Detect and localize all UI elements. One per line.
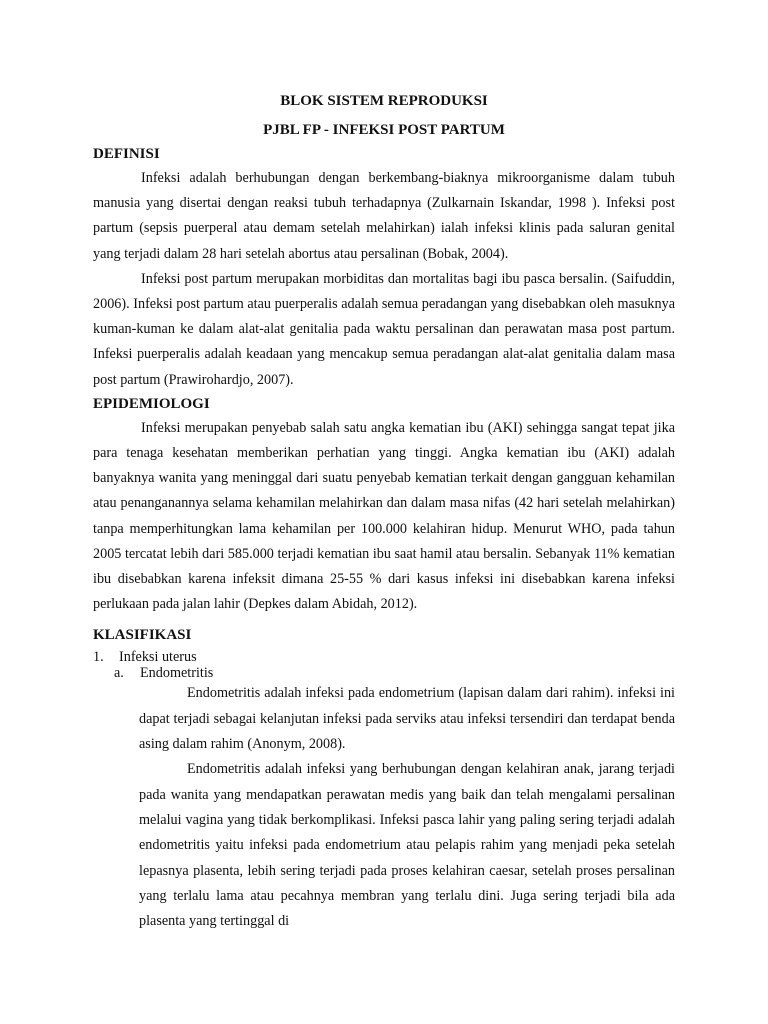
- document-page: [93, 86, 675, 934]
- endometritis-paragraph-1: Endometritis adalah infeksi pada endometrium (lapisan dalam dari rahim). infeksi ini dapat terjadi sebagai kelanjutan infeksi pada serviks atau infeksi tersendiri dan terdapat benda asing dalam rahim (Anonym, 2008).: [139, 685, 675, 753]
- list-label: Endometritis: [140, 665, 214, 682]
- definisi-paragraph-1: Infeksi adalah berhubungan dengan berkembang-biaknya mikroorganisme dalam tubuh manusia yang disertai dengan reaksi tubuh terhadapnya (Zulkarnain Iskandar, 1998 ). Infeksi post partum (sepsis puerperal atau demam setelah melahirkan) ialah infeksi klinis pada saluran genital yang terjadi dalam 28 hari setelah abortus atau persalinan (Bobak, 2004).: [93, 170, 675, 262]
- definisi-paragraph-2: Infeksi post partum merupakan morbiditas dan mortalitas bagi ibu pasca bersalin. (Saifuddin, 2006). Infeksi post partum atau puerperalis adalah semua peradangan yang disebabkan oleh masuknya kuman-kuman ke dalam alat-alat genitalia pada waktu persalinan dan perawatan masa post partum. Infeksi puerperalis adalah keadaan yang mencakup semua peradangan alat-alat genitalia dalam masa post partum (Prawirohardjo, 2007).: [93, 270, 675, 388]
- list-letter: a.: [114, 665, 124, 682]
- section-heading-epidemiologi: EPIDEMIOLOGI: [93, 395, 210, 412]
- list-item-endometritis: [93, 665, 675, 681]
- list-label: Infeksi uterus: [119, 649, 197, 666]
- endometritis-paragraph-2: Endometritis adalah infeksi yang berhubungan dengan kelahiran anak, jarang terjadi pada wanita yang mendapatkan perawatan medis yang baik dan telah mengalami persalinan melalui vagina yang tidak berkomplikasi. Infeksi pasca lahir yang paling sering terjadi adalah endometritis yaitu infeksi pada endometrium atau pelapis rahim yang menjadi peka setelah lepasnya plasenta, lebih sering terjadi pada proses kelahiran caesar, setelah proses persalinan yang terlalu lama atau pecahnya membran yang terlalu dini. Juga sering terjadi bila ada plasenta yang tertinggal di: [139, 761, 675, 930]
- epidemiologi-paragraph-1: Infeksi merupakan penyebab salah satu angka kematian ibu (AKI) sehingga sangat tepat jika para tenaga kesehatan memberikan perhatian yang tinggi. Angka kematian ibu (AKI) adalah banyaknya wanita yang meninggal dari suatu penyebab kematian terkait dengan gangguan kehamilan atau penanganannya selama kehamilan melahirkan dan dalam masa nifas (42 hari setelah melahirkan) tanpa memperhitungkan lama kehamilan per 100.000 kelahiran hidup. Menurut WHO, pada tahun 2005 tercatat lebih dari 585.000 terjadi kematian ibu saat hamil atau bersalin. Sebanyak 11% kematian ibu disebabkan karena infeksit dimana 25-55 % dari kasus infeksi ini disebabkan karena infeksi perlukaan pada jalan lahir (Depkes dalam Abidah, 2012).: [93, 419, 675, 613]
- document-title-line1: BLOK SISTEM REPRODUKSI: [280, 93, 488, 109]
- list-item-infeksi-uterus: [93, 649, 675, 665]
- list-number: 1.: [93, 649, 104, 666]
- document-title-line2: PJBL FP - INFEKSI POST PARTUM: [263, 122, 505, 138]
- section-heading-definisi: DEFINISI: [93, 146, 160, 162]
- section-heading-klasifikasi: KLASIFIKASI: [93, 627, 192, 644]
